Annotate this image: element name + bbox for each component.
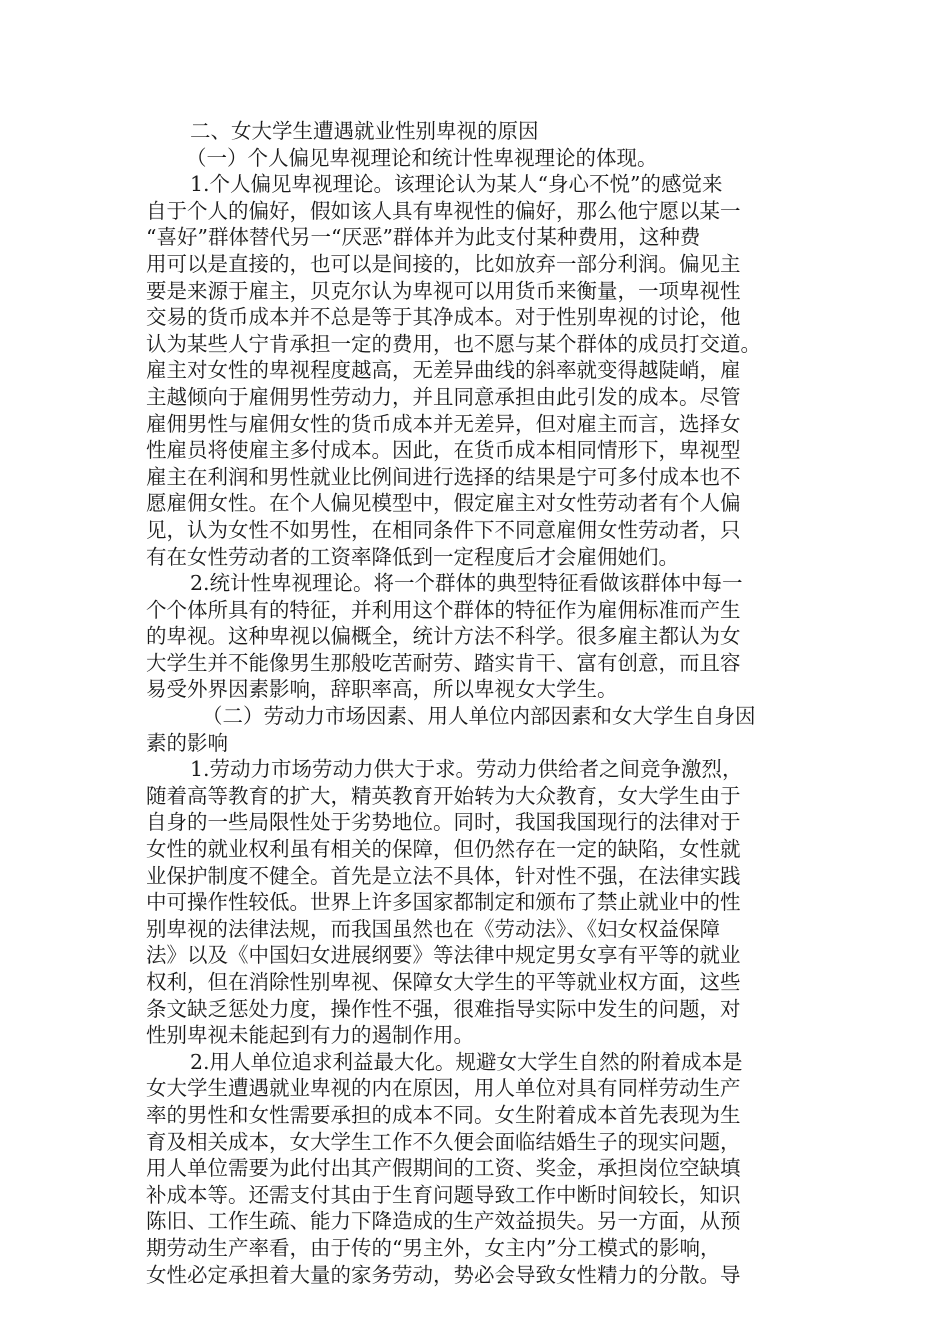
text-line: 交易的货币成本并不总是等于其净成本。对于性别卑视的讨论，他	[146, 305, 741, 330]
text-line: 女大学生遭遇就业卑视的内在原因，用人单位对具有同样劳动生产	[146, 1076, 741, 1101]
text-line: 性别卑视未能起到有力的遏制作用。	[146, 1023, 474, 1048]
text-line: 法》以及《中国妇女进展纲要》等法律中规定男女享有平等的就业	[146, 943, 741, 968]
text-line: 1.个人偏见卑视理论。该理论认为某人“身心不悦”的感觉来	[190, 172, 723, 197]
text-line: 自于个人的偏好，假如该人具有卑视性的偏好，那么他宁愿以某一	[146, 198, 741, 223]
text-line: 用可以是直接的，也可以是间接的，比如放弃一部分利润。偏见主	[146, 251, 741, 276]
text-line: 2.统计性卑视理论。将一个群体的典型特征看做该群体中每一	[190, 571, 743, 596]
text-line: 别卑视的法律法规，而我国虽然也在《劳动法》、《妇女权益保障	[146, 916, 720, 941]
text-line: 有在女性劳动者的工资率降低到一定程度后才会雇佣她们。	[146, 544, 679, 569]
text-line: 见，认为女性不如男性，在相同条件下不同意雇佣女性劳动者，只	[146, 517, 741, 542]
text-line: 2.用人单位追求利益最大化。规避女大学生自然的附着成本是	[190, 1049, 743, 1074]
text-line: 期劳动生产率看，由于传的“男主外，女主内”分工模式的影响，	[146, 1235, 721, 1260]
text-line: 雇主对女性的卑视程度越高，无差异曲线的斜率就变得越陡峭，雇	[146, 358, 741, 383]
text-line: 雇佣男性与雇佣女性的货币成本并无差异，但对雇主而言，选择女	[146, 411, 741, 436]
text-line: 素的影响	[146, 730, 228, 755]
text-line: 权利，但在消除性别卑视、保障女大学生的平等就业权方面，这些	[146, 970, 741, 994]
text-line: 条文缺乏惩处力度，操作性不强，很难指导实际中发生的问题，对	[146, 996, 741, 1021]
text-line: 自身的一些局限性处于劣势地位。同时，我国我国现行的法律对于	[146, 810, 741, 835]
text-line: 要是来源于雇主，贝克尔认为卑视可以用货币来衡量，一项卑视性	[146, 278, 741, 303]
text-line: 1.劳动力市场劳动力供大于求。劳动力供给者之间竞争激烈，	[190, 757, 743, 782]
text-line: 用人单位需要为此付出其产假期间的工资、奖金，承担岗位空缺填	[146, 1156, 741, 1181]
text-line: 认为某些人宁肯承担一定的费用，也不愿与某个群体的成员打交道。	[146, 331, 761, 356]
text-line: 大学生并不能像男生那般吃苦耐劳、踏实肯干、富有创意，而且容	[146, 650, 741, 675]
subsection-heading: （二）劳动力市场因素、用人单位内部因素和女大学生自身因	[202, 704, 756, 729]
text-line: 陈旧、工作生疏、能力下降造成的生产效益损失。另一方面，从预	[146, 1209, 741, 1234]
text-line: 个个体所具有的特征，并利用这个群体的特征作为雇佣标准而产生	[146, 597, 741, 622]
section-heading: 二、女大学生遭遇就业性别卑视的原因	[190, 119, 539, 143]
text-line: 愿雇佣女性。在个人偏见模型中，假定雇主对女性劳动者有个人偏	[146, 491, 741, 516]
text-line: 随着高等教育的扩大，精英教育开始转为大众教育，女大学生由于	[146, 783, 741, 808]
text-line: 易受外界因素影响，辞职率高，所以卑视女大学生。	[146, 677, 618, 702]
text-line: 雇主在利润和男性就业比例间进行选择的结果是宁可多付成本也不	[146, 464, 741, 489]
text-line: 女性必定承担着大量的家务劳动，势必会导致女性精力的分散。导	[146, 1262, 741, 1287]
subsection-heading: （一）个人偏见卑视理论和统计性卑视理论的体现。	[186, 145, 658, 170]
text-line: 率的男性和女性需要承担的成本不同。女生附着成本首先表现为生	[146, 1102, 741, 1127]
text-line: 性雇员将使雇主多付成本。因此，在货币成本相同情形下，卑视型	[146, 438, 741, 463]
text-line: 女性的就业权利虽有相关的保障，但仍然存在一定的缺陷，女性就	[146, 837, 741, 862]
document-body	[146, 118, 810, 1288]
text-line: 中可操作性较低。世界上许多国家都制定和颁布了禁止就业中的性	[146, 890, 741, 915]
text-line: 育及相关成本，女大学生工作不久便会面临结婚生子的现实问题，	[146, 1129, 741, 1154]
text-line: 主越倾向于雇佣男性劳动力，并且同意承担由此引发的成本。尽管	[146, 384, 741, 409]
text-line: 补成本等。还需支付其由于生育问题导致工作中断时间较长，知识	[146, 1182, 741, 1207]
text-line: 业保护制度不健全。首先是立法不具体，针对性不强，在法律实践	[146, 863, 741, 888]
text-line: 的卑视。这种卑视以偏概全，统计方法不科学。很多雇主都认为女	[146, 624, 741, 649]
text-line: “喜好”群体替代另一“厌恶”群体并为此支付某种费用，这种费	[146, 225, 701, 250]
